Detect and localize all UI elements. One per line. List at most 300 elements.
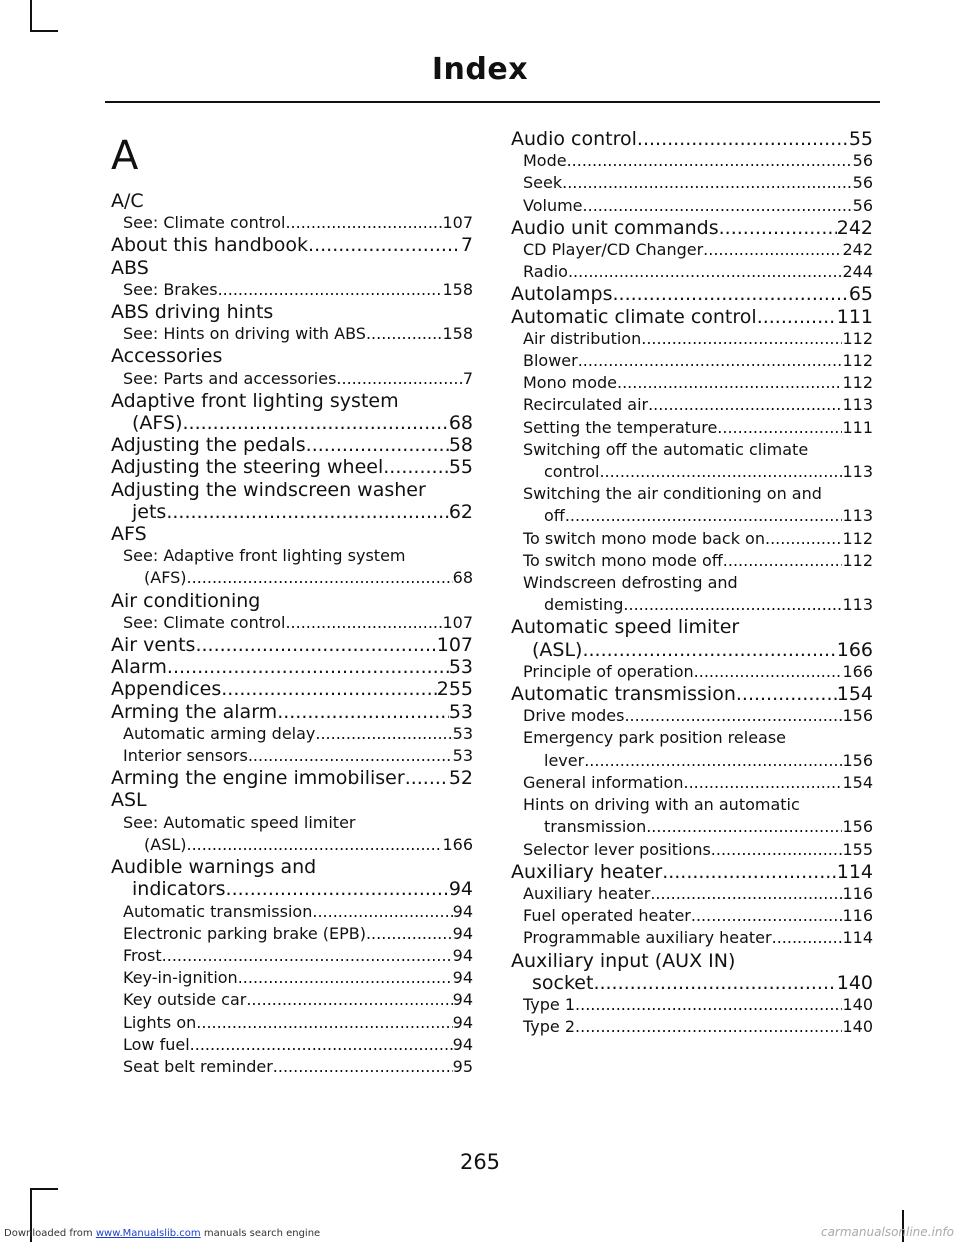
dot-leader bbox=[772, 927, 843, 949]
index-entry-title: Auxiliary heater bbox=[511, 860, 663, 883]
index-subentry bbox=[111, 723, 473, 745]
index-entry-title: Audible warnings and bbox=[111, 856, 317, 879]
index-page-ref: 56 bbox=[852, 173, 873, 193]
index-entry-row bbox=[111, 656, 473, 678]
dot-leader bbox=[568, 261, 842, 283]
index-entry-title: Emergency park position release bbox=[523, 728, 787, 748]
dot-leader bbox=[723, 550, 843, 572]
dot-leader bbox=[162, 945, 453, 967]
index-entry-title: Arming the alarm bbox=[111, 700, 278, 723]
index-entry-title: (AFS) bbox=[144, 568, 187, 588]
dot-leader bbox=[195, 634, 436, 656]
dot-leader bbox=[246, 989, 452, 1011]
index-entry-row bbox=[123, 1012, 473, 1034]
index-entry-title: See: Climate control bbox=[123, 612, 286, 632]
index-entry-row bbox=[523, 239, 873, 261]
index-entry-row bbox=[123, 1034, 473, 1056]
dot-leader bbox=[182, 412, 448, 434]
index-entry-title: Blower bbox=[523, 351, 578, 371]
dot-leader bbox=[691, 905, 843, 927]
index-page-ref: 94 bbox=[452, 1012, 473, 1032]
dot-leader bbox=[167, 656, 449, 678]
index-entry-row bbox=[523, 195, 873, 217]
index-entry-row bbox=[123, 967, 473, 989]
index-subentry bbox=[111, 901, 473, 923]
index-subentry bbox=[511, 195, 873, 217]
index-page-ref: 116 bbox=[842, 906, 873, 926]
index-page-ref: 94 bbox=[452, 968, 473, 988]
dot-leader bbox=[312, 901, 452, 923]
dot-leader bbox=[646, 816, 842, 838]
index-entry bbox=[111, 767, 473, 789]
index-entry bbox=[111, 301, 473, 323]
dot-leader bbox=[662, 861, 837, 883]
index-entry-title: General information bbox=[523, 772, 684, 792]
index-entry-title: Alarm bbox=[111, 656, 167, 679]
index-page-ref: 155 bbox=[842, 839, 873, 859]
dot-leader bbox=[617, 372, 842, 394]
index-entry bbox=[511, 217, 873, 239]
index-subentry bbox=[511, 572, 873, 616]
dot-leader bbox=[593, 972, 836, 994]
index-entry-title: Radio bbox=[523, 262, 568, 282]
dot-leader bbox=[599, 461, 842, 483]
index-entry-row bbox=[111, 701, 473, 723]
index-entry-row bbox=[111, 412, 473, 434]
index-entry-title: AFS bbox=[111, 523, 147, 546]
dot-leader bbox=[624, 705, 842, 727]
index-subentry bbox=[111, 967, 473, 989]
index-page-ref: 94 bbox=[452, 945, 473, 965]
index-subentry bbox=[511, 239, 873, 261]
index-subentry bbox=[511, 839, 873, 861]
index-page-ref: 56 bbox=[852, 151, 873, 171]
index-subentry bbox=[511, 994, 873, 1016]
index-subentry bbox=[111, 368, 473, 390]
index-entry bbox=[511, 683, 873, 705]
index-subentry bbox=[111, 612, 473, 634]
index-entry-title: Accessories bbox=[111, 345, 223, 368]
index-entry-title: Recirculated air bbox=[523, 395, 649, 415]
page-title: Index bbox=[431, 52, 529, 87]
index-page-ref: 62 bbox=[448, 500, 473, 523]
index-page-ref: 107 bbox=[442, 213, 473, 233]
dot-leader bbox=[187, 834, 443, 856]
index-entry-row bbox=[511, 128, 873, 150]
index-entry-row bbox=[511, 283, 873, 305]
index-entry-title: Interior sensors bbox=[123, 746, 248, 766]
index-page-ref: 53 bbox=[448, 700, 473, 723]
index-entry-row bbox=[511, 306, 873, 328]
index-page-ref: 244 bbox=[842, 262, 873, 282]
dot-leader bbox=[221, 678, 437, 700]
index-page-ref: 156 bbox=[842, 817, 873, 837]
dot-leader bbox=[567, 150, 853, 172]
index-page-ref: 154 bbox=[836, 683, 873, 706]
index-subentry bbox=[511, 905, 873, 927]
index-entry-row bbox=[111, 590, 473, 612]
index-entry-row bbox=[123, 212, 473, 234]
dot-leader bbox=[308, 234, 461, 256]
index-page-ref: 7 bbox=[460, 234, 473, 257]
index-subentry bbox=[111, 745, 473, 767]
index-entry-title: Fuel operated heater bbox=[523, 906, 691, 926]
index-page-ref: 166 bbox=[442, 834, 473, 854]
index-entry bbox=[111, 479, 473, 523]
index-entry-title: Selector lever positions bbox=[523, 839, 711, 859]
index-subentry bbox=[511, 172, 873, 194]
index-page-ref: 53 bbox=[452, 723, 473, 743]
index-entry-row bbox=[523, 172, 873, 194]
index-entry-title: Volume bbox=[523, 195, 583, 215]
index-page-ref: 140 bbox=[836, 971, 873, 994]
index-subentry bbox=[511, 927, 873, 949]
index-entry-title: Programmable auxiliary heater bbox=[523, 928, 772, 948]
index-entry-row bbox=[111, 501, 473, 523]
dot-leader bbox=[736, 683, 837, 705]
index-entry-title: off bbox=[544, 506, 565, 526]
index-entry-row bbox=[123, 723, 473, 745]
index-entry-title: Autolamps bbox=[511, 283, 613, 306]
dot-leader bbox=[196, 1012, 452, 1034]
index-entry-row bbox=[523, 461, 873, 483]
index-entry bbox=[511, 306, 873, 328]
index-entry-title: See: Brakes bbox=[123, 279, 218, 299]
index-entry-title: demisting bbox=[544, 595, 624, 615]
index-entry-title: See: Automatic speed limiter bbox=[123, 812, 356, 832]
footer-watermark: carmanualsonline.info bbox=[820, 1225, 954, 1239]
index-subentry bbox=[111, 545, 473, 589]
index-entry-row bbox=[523, 550, 873, 572]
index-subentry bbox=[111, 212, 473, 234]
index-entry-title: See: Climate control bbox=[123, 213, 286, 233]
index-entry-title: Drive modes bbox=[523, 706, 625, 726]
index-entry bbox=[111, 234, 473, 256]
index-entry-row bbox=[523, 417, 873, 439]
index-page-ref: 52 bbox=[448, 767, 473, 790]
index-entry bbox=[111, 345, 473, 367]
crop-mark-bottom-left bbox=[30, 1188, 58, 1190]
index-subentry bbox=[511, 772, 873, 794]
dot-leader bbox=[315, 723, 452, 745]
dot-leader bbox=[226, 878, 449, 900]
dot-leader bbox=[366, 323, 443, 345]
dot-leader bbox=[366, 923, 453, 945]
index-subentry bbox=[111, 1034, 473, 1056]
index-entry-title: Adaptive front lighting system bbox=[111, 389, 399, 412]
index-page-ref: 113 bbox=[842, 395, 873, 415]
dot-leader bbox=[285, 212, 442, 234]
index-entry-row bbox=[511, 972, 873, 994]
index-page-ref: 107 bbox=[436, 634, 473, 657]
index-entry-title: (ASL) bbox=[144, 834, 187, 854]
index-entry-title: Setting the temperature bbox=[523, 417, 718, 437]
index-entry-row bbox=[523, 839, 873, 861]
index-entry-title: Automatic climate control bbox=[511, 305, 757, 328]
index-entry-row bbox=[523, 927, 873, 949]
index-subentry bbox=[511, 150, 873, 172]
index-entry-title: ASL bbox=[111, 789, 147, 812]
index-entry bbox=[511, 128, 873, 150]
index-column-left bbox=[111, 128, 473, 1078]
footer-download-note bbox=[4, 1228, 320, 1239]
index-entry-row bbox=[123, 1056, 473, 1078]
index-page-ref: 53 bbox=[448, 656, 473, 679]
index-entry-row bbox=[123, 745, 473, 767]
index-entry bbox=[511, 861, 873, 883]
index-entry-row bbox=[123, 923, 473, 945]
index-entry bbox=[111, 590, 473, 612]
index-page-ref: 94 bbox=[448, 878, 473, 901]
index-entry-row bbox=[523, 816, 873, 838]
index-entry-title: Audio unit commands bbox=[511, 216, 719, 239]
index-page-ref: 156 bbox=[842, 750, 873, 770]
index-entry-title: Type 2 bbox=[523, 1017, 576, 1037]
dot-leader bbox=[190, 1034, 453, 1056]
index-entry-title: Frost bbox=[123, 945, 162, 965]
index-page-ref: 95 bbox=[452, 1056, 473, 1076]
dot-leader bbox=[683, 772, 842, 794]
index-entry-title: Automatic transmission bbox=[511, 683, 736, 706]
dot-leader bbox=[575, 994, 842, 1016]
dot-leader bbox=[562, 172, 853, 194]
index-entry-title: Key outside car bbox=[123, 990, 247, 1010]
index-subentry bbox=[511, 417, 873, 439]
index-page-ref: 140 bbox=[842, 994, 873, 1014]
index-entry-row bbox=[111, 523, 473, 545]
index-entry bbox=[111, 434, 473, 456]
index-page-ref: 116 bbox=[842, 883, 873, 903]
index-subentry bbox=[111, 323, 473, 345]
index-entry bbox=[111, 678, 473, 700]
dot-leader bbox=[582, 639, 836, 661]
index-page-ref: 112 bbox=[842, 351, 873, 371]
index-entry-title: Switching off the automatic climate bbox=[523, 439, 809, 459]
index-entry-row bbox=[111, 234, 473, 256]
index-page-ref: 166 bbox=[842, 661, 873, 681]
index-page-ref: 7 bbox=[462, 368, 473, 388]
index-subentry bbox=[111, 989, 473, 1011]
index-page-ref: 94 bbox=[452, 901, 473, 921]
index-entry-row bbox=[111, 767, 473, 789]
index-page-ref: 114 bbox=[842, 928, 873, 948]
index-entry-title: Electronic parking brake (EPB) bbox=[123, 923, 366, 943]
index-page-ref: 112 bbox=[842, 528, 873, 548]
dot-leader bbox=[248, 745, 453, 767]
index-page-ref: 156 bbox=[842, 706, 873, 726]
index-page-ref: 242 bbox=[836, 216, 873, 239]
index-subentry bbox=[111, 279, 473, 301]
index-subentry bbox=[511, 1016, 873, 1038]
dot-leader bbox=[578, 350, 843, 372]
index-entry-title: Arming the engine immobiliser bbox=[111, 767, 405, 790]
index-entry-row bbox=[511, 217, 873, 239]
index-subentry bbox=[511, 661, 873, 683]
index-entry-title: Seek bbox=[523, 173, 563, 193]
dot-leader bbox=[648, 394, 842, 416]
index-subentry bbox=[511, 372, 873, 394]
index-page-ref: 112 bbox=[842, 550, 873, 570]
dot-leader bbox=[719, 217, 837, 239]
index-entry-title: ABS bbox=[111, 256, 149, 279]
index-entry-row bbox=[523, 772, 873, 794]
index-entry-title: Air conditioning bbox=[111, 589, 261, 612]
index-page-ref: 58 bbox=[448, 434, 473, 457]
index-entry-title: See: Hints on driving with ABS bbox=[123, 324, 366, 344]
index-entry-row bbox=[523, 394, 873, 416]
dot-leader bbox=[694, 661, 843, 683]
index-entry-title: control bbox=[544, 462, 600, 482]
index-entry-title: Adjusting the pedals bbox=[111, 434, 306, 457]
index-entry-row bbox=[511, 639, 873, 661]
index-subentry bbox=[511, 883, 873, 905]
index-entry bbox=[511, 950, 873, 994]
index-subentry bbox=[511, 350, 873, 372]
index-entry-row bbox=[123, 945, 473, 967]
index-entry-title: To switch mono mode back on bbox=[523, 528, 765, 548]
index-subentry bbox=[111, 812, 473, 856]
index-page-ref: 114 bbox=[836, 860, 873, 883]
dot-leader bbox=[765, 528, 842, 550]
dot-leader bbox=[336, 368, 462, 390]
dot-leader bbox=[757, 306, 837, 328]
index-entry-row bbox=[111, 678, 473, 700]
index-entry bbox=[111, 789, 473, 811]
index-subentry bbox=[511, 705, 873, 727]
index-column-right bbox=[511, 128, 873, 1038]
dot-leader bbox=[623, 594, 842, 616]
index-page-ref: 166 bbox=[836, 638, 873, 661]
index-subentry bbox=[111, 1056, 473, 1078]
index-entry-title: Principle of operation bbox=[523, 661, 694, 681]
dot-leader bbox=[711, 839, 843, 861]
index-entry-title: Auxiliary input (AUX IN) bbox=[511, 949, 736, 972]
index-entry-row bbox=[123, 567, 473, 589]
index-entry bbox=[111, 523, 473, 545]
page-number: 265 bbox=[459, 1150, 501, 1174]
index-entry-title: Appendices bbox=[111, 678, 222, 701]
index-page-ref: 140 bbox=[842, 1017, 873, 1037]
dot-leader bbox=[383, 456, 449, 478]
dot-leader bbox=[218, 279, 443, 301]
index-entry bbox=[111, 456, 473, 478]
index-entry bbox=[111, 656, 473, 678]
index-entry-title: Adjusting the steering wheel bbox=[111, 456, 384, 479]
index-entry-title: Hints on driving with an automatic bbox=[523, 795, 800, 815]
index-subentry bbox=[511, 528, 873, 550]
index-entry-row bbox=[111, 634, 473, 656]
index-subentry bbox=[511, 439, 873, 483]
index-entry-row bbox=[111, 257, 473, 279]
index-page-ref: 112 bbox=[842, 373, 873, 393]
index-subentry bbox=[511, 261, 873, 283]
index-entry-title: lever bbox=[544, 750, 585, 770]
index-page-ref: 94 bbox=[452, 1034, 473, 1054]
index-entry bbox=[111, 190, 473, 212]
index-entry-row bbox=[123, 901, 473, 923]
index-page-ref: 111 bbox=[842, 417, 873, 437]
crop-mark-top-left bbox=[30, 0, 32, 32]
index-entry-row bbox=[523, 750, 873, 772]
index-entry-title: Switching the air conditioning on and bbox=[523, 484, 822, 504]
index-entry-row bbox=[523, 594, 873, 616]
index-entry-row bbox=[111, 789, 473, 811]
index-subentry bbox=[511, 794, 873, 838]
index-entry-title: Type 1 bbox=[523, 994, 576, 1014]
index-entry-row bbox=[123, 368, 473, 390]
index-entry-title: Key-in-ignition bbox=[123, 968, 238, 988]
dot-leader bbox=[717, 417, 842, 439]
index-page-ref: 107 bbox=[442, 612, 473, 632]
index-entry-title: Automatic speed limiter bbox=[511, 616, 740, 639]
index-entry-title: Air distribution bbox=[523, 328, 642, 348]
index-page-ref: 65 bbox=[848, 283, 873, 306]
index-entry-title: A/C bbox=[111, 190, 144, 212]
index-page-ref: 113 bbox=[842, 506, 873, 526]
index-entry bbox=[111, 701, 473, 723]
index-entry-title: About this handbook bbox=[111, 234, 309, 257]
dot-leader bbox=[613, 283, 849, 305]
index-entry bbox=[511, 616, 873, 660]
dot-leader bbox=[650, 883, 842, 905]
footer-link[interactable]: www.Manualslib.com bbox=[95, 1228, 201, 1239]
index-entry-title: ABS driving hints bbox=[111, 301, 274, 324]
index-page-ref: 255 bbox=[436, 678, 473, 701]
index-entry-row bbox=[123, 989, 473, 1011]
index-entry-title: Low fuel bbox=[123, 1034, 190, 1054]
index-entry-row bbox=[523, 994, 873, 1016]
index-entry-title: jets bbox=[132, 500, 167, 523]
index-entry-row bbox=[111, 434, 473, 456]
index-entry-title: Audio control bbox=[511, 128, 637, 150]
dot-leader bbox=[703, 239, 842, 261]
index-letter-heading: A bbox=[111, 133, 139, 179]
index-entry-title: Windscreen defrosting and bbox=[523, 573, 738, 593]
index-entry-title: Lights on bbox=[123, 1012, 197, 1032]
index-entry-title: (AFS) bbox=[132, 412, 183, 435]
index-entry-title: Adjusting the windscreen washer bbox=[111, 478, 426, 501]
dot-leader bbox=[166, 501, 448, 523]
dot-leader bbox=[584, 750, 842, 772]
header-rule bbox=[105, 101, 880, 103]
index-entry-row bbox=[523, 372, 873, 394]
index-entry-row bbox=[523, 883, 873, 905]
index-entry-title: See: Parts and accessories bbox=[123, 368, 337, 388]
index-entry-row bbox=[111, 456, 473, 478]
index-page-ref: 94 bbox=[452, 923, 473, 943]
index-entry bbox=[111, 856, 473, 900]
index-entry-title: Automatic arming delay bbox=[123, 723, 316, 743]
index-entry-title: Auxiliary heater bbox=[523, 883, 651, 903]
index-entry-row bbox=[123, 612, 473, 634]
index-page-ref: 113 bbox=[842, 462, 873, 482]
index-entry-title: Air vents bbox=[111, 634, 196, 657]
dot-leader bbox=[273, 1056, 453, 1078]
index-subentry bbox=[111, 1012, 473, 1034]
index-entry-title: Automatic transmission bbox=[123, 901, 313, 921]
index-entry-title: transmission bbox=[544, 817, 647, 837]
index-entry-row bbox=[523, 661, 873, 683]
index-entry-title: (ASL) bbox=[532, 638, 583, 661]
index-entry bbox=[111, 390, 473, 434]
index-entry-row bbox=[523, 505, 873, 527]
index-entry-title: See: Adaptive front lighting system bbox=[123, 546, 406, 566]
index-page-ref: 68 bbox=[452, 568, 473, 588]
index-entry-title: CD Player/CD Changer bbox=[523, 240, 704, 260]
index-subentry bbox=[511, 328, 873, 350]
dot-leader bbox=[583, 195, 853, 217]
index-page-ref: 111 bbox=[836, 305, 873, 328]
